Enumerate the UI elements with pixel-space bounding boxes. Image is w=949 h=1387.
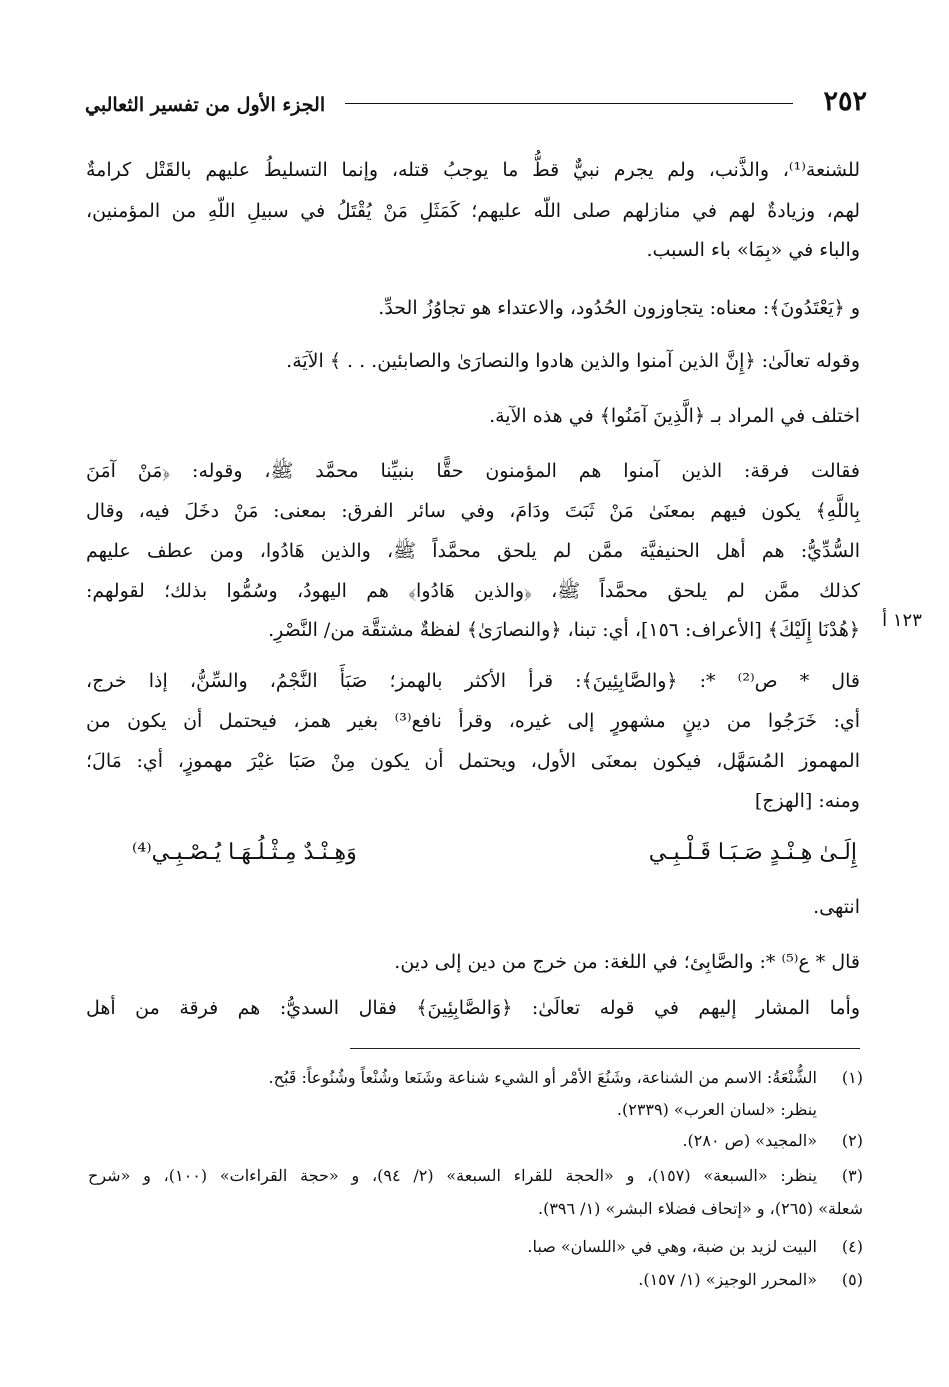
poem-left-hemistich: وَهِـنْـدٌ مِـثْـلُـهَـا يُـصْـبِـي⁽⁴⁾ <box>132 840 357 865</box>
body-line: قال * ع⁽⁵⁾ *: والصَّابِئ؛ في اللغة: من خرج من دين إلى دين. <box>394 951 860 973</box>
footnote-text: البيت لزيد بن ضبة، وهي في «اللسان» صبا. <box>527 1237 817 1256</box>
body-line: وقوله تعالَىٰ: ﴿إِنَّ الذين آمنوا والذين هادوا والنصارَىٰ والصابئين. . . ﴾ الآيَة. <box>286 350 860 372</box>
body-line: ومنه: [الهزج] <box>754 790 860 812</box>
body-line: لهم، وزيادةٌ لهم في منازلهم صلى اللّه عليهم؛ كَمَثَلِ مَنْ يُقْتَلُ في سبيلِ اللّهِ من المؤمنين، <box>86 200 860 222</box>
body-line: أي: خَرَجُوا من دينٍ مشهورٍ إلى غيره، وقرأ نافع⁽³⁾ بغير همز، فيحتمل أن يكون من <box>86 710 860 732</box>
footnote-number: (٣) <box>841 1166 863 1185</box>
body-line: كذلك ممَّن لم يلحق محمَّداً ﷺ، ﴿والذين هَادُوا﴾ هم اليهودُ، وسُمُّوا بذلك؛ لقولهم: <box>86 580 860 602</box>
footnote-3 <box>0 1166 949 1188</box>
body-line: السُّدِّيُّ: هم أهل الحنيفيَّة ممَّن لم يلحق محمَّداً ﷺ، والذين هَادُوا، ومن عطف عليهم <box>86 540 860 562</box>
body-line: فقالت فرقة: الذين آمنوا هم المؤمنون حقًّا بنبيِّنا محمَّد ﷺ، وقوله: ﴿مَنْ آمَنَ <box>86 460 860 482</box>
body-line: المهموز المُسَهَّل، فيكون بمعنَى الأول، ويحتمل أن يكون مِنْ صَبَا غيْرَ مهموزٍ، أي: مَالَ؛ <box>86 750 860 772</box>
footnote-2 <box>0 1131 949 1153</box>
footnote-5 <box>0 1270 949 1292</box>
body-line: و ﴿يَعْتَدُونَ﴾: معناه: يتجاوزون الحُدُود، والاعتداء هو تجاوُزُ الحدِّ. <box>378 297 860 319</box>
footnote-text: شعلة» (٢٦٥)، و «إتحاف فضلاء البشر» (١/ ٣٩٦). <box>537 1199 863 1218</box>
body-line: بِاللَّهِ﴾ يكون فيهم بمعنَىٰ مَنْ ثَبَتَ ودَامَ، وفي سائر الفرق: بمعنى: مَنْ دخَلَ فيه، وقال <box>86 500 860 522</box>
footnote-4 <box>0 1237 949 1259</box>
footnote-text: «المحرر الوجيز» (١/ ١٥٧). <box>638 1270 817 1289</box>
footnote-number: (٤) <box>841 1237 863 1256</box>
footnote-1-cont <box>0 1100 949 1122</box>
poem-right-hemistich: إِلَـىٰ هِـنْـدٍ صَـبَـا قَـلْـبِـي <box>648 840 857 865</box>
header-rule <box>345 103 793 104</box>
footnote-3-cont <box>0 1199 949 1221</box>
body-line: قال * ص⁽²⁾ *: ﴿والصَّابِئِينَ﴾: قرأ الأكثر بالهمز؛ صَبَأَ النَّجْمُ، والسِّنُّ، إذا خرج، <box>86 670 860 692</box>
footnote-number: (٥) <box>841 1270 863 1289</box>
body-line: اختلف في المراد بـ ﴿الَّذِينَ آمَنُوا﴾ في هذه الآية. <box>489 405 860 427</box>
body-line: وأما المشار إليهم في قوله تعالَىٰ: ﴿وَالصَّابِئِينَ﴾ فقال السديُّ: هم فرقة من أهل <box>86 997 860 1019</box>
body-line: ﴿هُدْنَا إِلَيْكَ﴾ [الأعراف: ١٥٦]، أي: تبنا، ﴿والنصارَىٰ﴾ لفظةٌ مشتقَّة من/ النَّصْرِ. <box>268 619 860 641</box>
footnote-text: ينظر: «السبعة» (١٥٧)، و «الحجة للقراء السبعة» (٢/ ٩٤)، و «حجة القراءات» (١٠٠)، و «شرح <box>88 1166 818 1185</box>
footnote-text: ينظر: «لسان العرب» (٢٣٣٩). <box>616 1100 817 1119</box>
footnote-number: (٢) <box>841 1131 863 1150</box>
body-line: انتهى. <box>813 896 860 918</box>
page-number: ٢٥٢ <box>823 86 867 117</box>
margin-folio-ref: ١٢٣ أ <box>882 610 922 631</box>
body-line: والباء في «بِمَا» باء السبب. <box>646 239 860 261</box>
footnote-text: الشُّنْعَةُ: الاسم من الشناعة، وشَنُعَ الأمْر أو الشيء شناعة وشَنَعا وشُنْعاً وشُنُوعاً: قَبُح. <box>268 1068 817 1087</box>
footnote-1 <box>0 1068 949 1090</box>
footnote-number: (١) <box>841 1068 863 1087</box>
running-title: الجزء الأول من تفسير الثعالبي <box>85 94 326 116</box>
footnote-separator <box>350 1048 860 1049</box>
body-line: للشنعة⁽¹⁾، والذَّنب، ولم يجرم نبيٌّ قطُّ ما يوجبُ قتله، وإنما التسليطُ عليهم بالقَتْل كرامةٌ <box>86 159 860 181</box>
footnote-text: «المجيد» (ص ٢٨٠). <box>682 1131 817 1150</box>
